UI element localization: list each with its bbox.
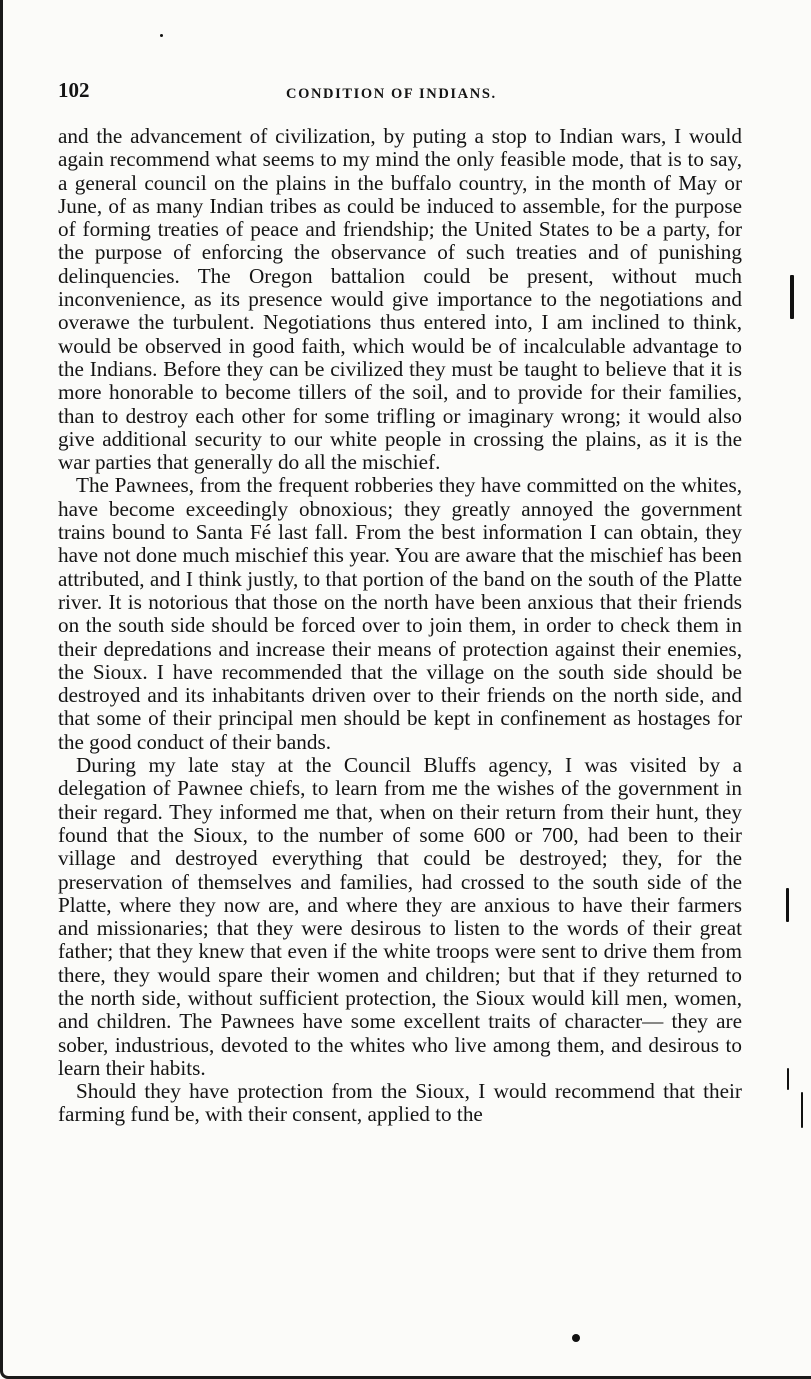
- paragraph: The Pawnees, from the frequent robberies they have committed on the whites, have become exceedingly obnoxious; they greatly annoyed the government trains bound to Santa Fé last fall. From the best information I can obtain, they have not done much mischief this year. You are aware that the mischief has been attributed, and I think justly, to that portion of the band on the south of the Platte river. It is notorious that those on the north have been anxious that their friends on the south side should be forced over to join them, in order to check them in their depredations and increase their means of protection against their enemies, the Sioux. I have recommended that the village on the south side should be destroyed and its inhabitants driven over to their friends on the north side, and that some of their principal men should be kept in confinement as hostages for the good conduct of their bands.: [58, 473, 742, 754]
- page-number: 102: [58, 78, 90, 102]
- paragraph: and the advancement of civilization, by puting a stop to Indian wars, I would again recommend what seems to my mind the only feasible mode, that is to say, a general council on the plains in the buffalo country, in the month of May or June, of as many Indian tribes as could be induced to assemble, for the purpose of forming treaties of peace and friendship; the United States to be a party, for the purpose of enforcing the observance of such treaties and of punishing delinquencies. The Oregon battalion could be present, without much inconvenience, as its presence would give importance to the negotiations and overawe the turbulent. Negotiations thus entered into, I am inclined to think, would be observed in good faith, which would be of incalculable advantage to the Indians. Before they can be civilized they must be taught to believe that it is more honorable to become tillers of the soil, and to provide for their families, than to destroy each other for some trifling or imaginary wrong; it would also give additional security to our white people in crossing the plains, as it is the war parties that generally do all the mischief.: [58, 124, 742, 475]
- page-header: [58, 78, 748, 108]
- ink-dot: [160, 34, 163, 37]
- paragraph: Should they have protection from the Sioux, I would recommend that their farming fund be, with their consent, applied to the: [58, 1079, 742, 1127]
- margin-mark: [787, 1068, 789, 1090]
- margin-mark: [786, 888, 789, 922]
- body-text: [58, 125, 742, 1127]
- running-head: CONDITION OF INDIANS.: [286, 86, 497, 102]
- margin-mark: [801, 1092, 803, 1128]
- margin-mark: [790, 275, 794, 319]
- paragraph: During my late stay at the Council Bluffs agency, I was visited by a delegation of Pawnee chiefs, to learn from me the wishes of the government in their regard. They informed me that, when on their return from their hunt, they found that the Sioux, to the number of some 600 or 700, had been to their village and destroyed everything that could be destroyed; they, for the preservation of themselves and families, had crossed to the south side of the Platte, where they now are, and where they are anxious to have their farmers and missionaries; that they were desirous to listen to the words of their great father; that they knew that even if the white troops were sent to drive them from there, they would spare their women and children; but that if they returned to the north side, without sufficient protection, the Sioux would kill men, women, and children. The Pawnees have some excellent traits of character— they are sober, industrious, devoted to the whites who live among them, and desirous to learn their habits.: [58, 753, 742, 1080]
- ink-dot: [572, 1334, 580, 1342]
